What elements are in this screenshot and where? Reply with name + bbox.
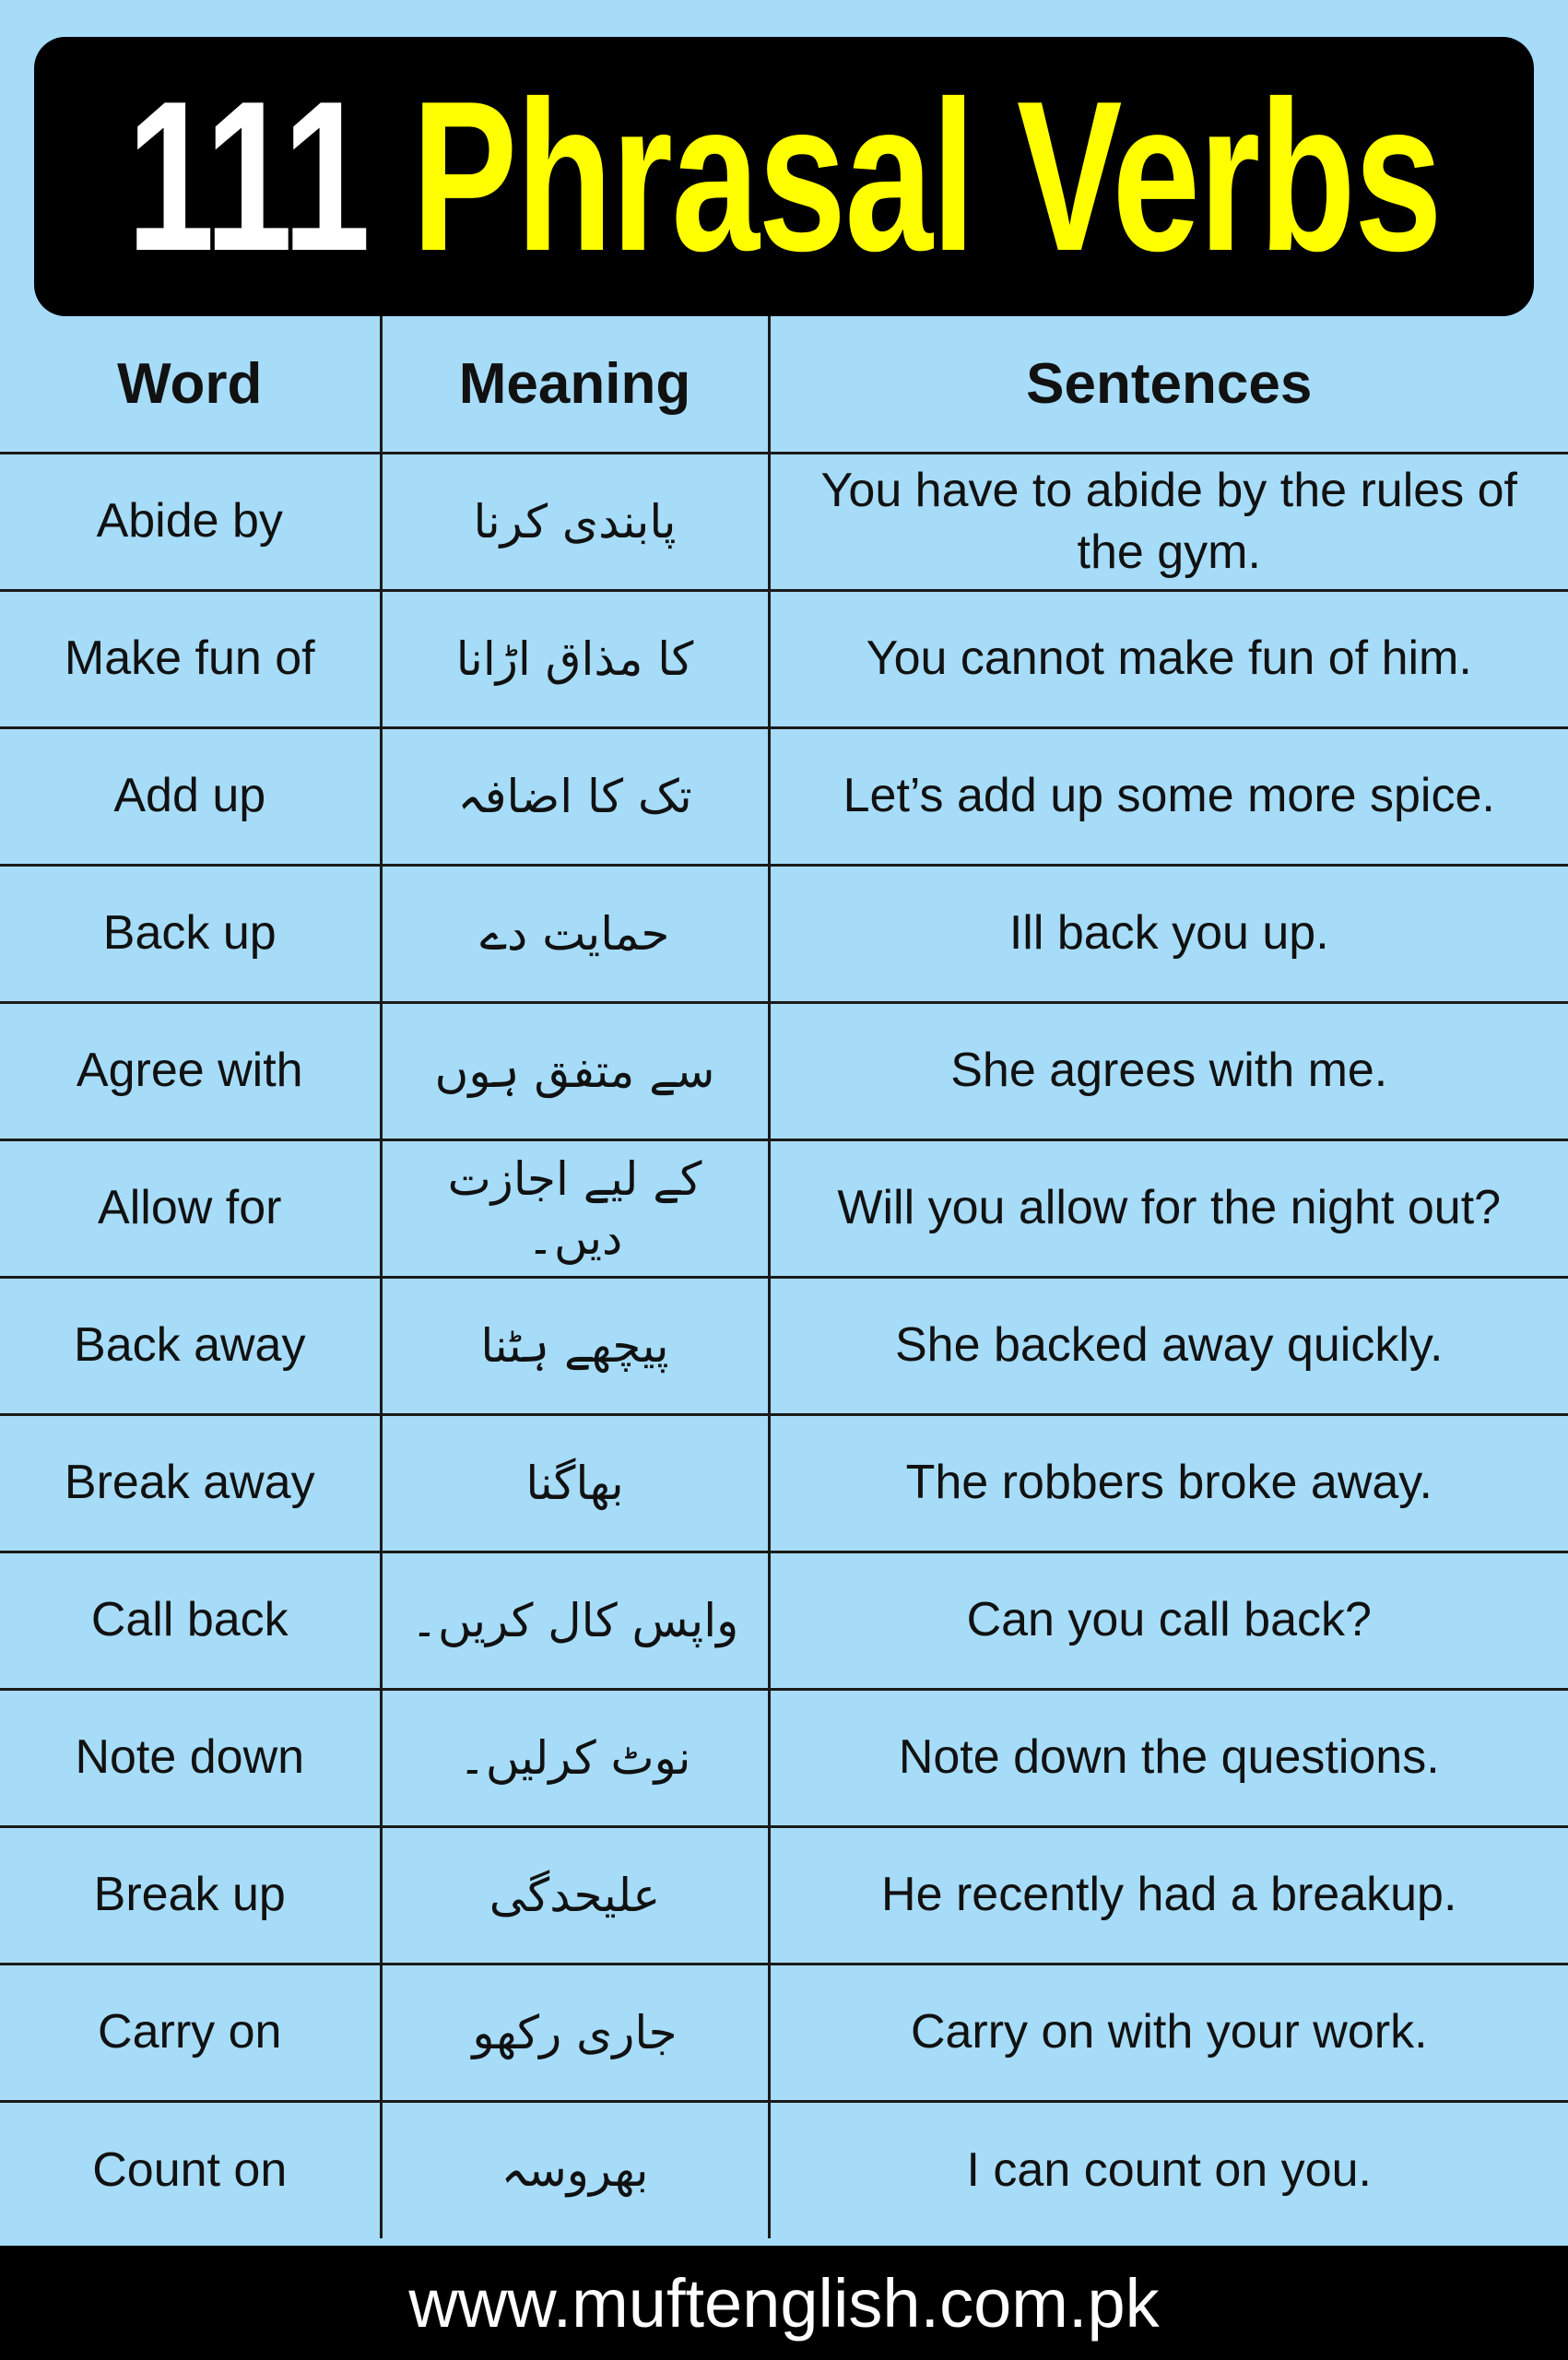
header-meaning: Meaning (381, 316, 769, 453)
meaning-cell: جاری رکھو (381, 1964, 769, 2101)
word-cell: Count on (0, 2101, 381, 2238)
title-banner (34, 37, 1534, 316)
table-row (0, 1689, 1568, 1826)
word-cell: Back away (0, 1277, 381, 1414)
sentence-cell: I can count on you. (769, 2101, 1568, 2238)
meaning-cell: کا مذاق اڑانا (381, 590, 769, 727)
table-row (0, 453, 1568, 590)
website-url: www.muftenglish.com.pk (408, 2264, 1160, 2342)
page-title (126, 56, 1442, 296)
footer-bar (0, 2246, 1568, 2360)
table-row (0, 1002, 1568, 1139)
table-header-row (0, 316, 1568, 453)
sentence-cell: You have to abide by the rules of the gym. (769, 453, 1568, 590)
word-cell: Allow for (0, 1139, 381, 1277)
title-main: Phrasal Verbs (411, 56, 1442, 296)
meaning-cell: پابندی کرنا (381, 453, 769, 590)
word-cell: Note down (0, 1689, 381, 1826)
sentence-cell: Let’s add up some more spice. (769, 727, 1568, 865)
title-number: 111 (126, 56, 370, 296)
word-cell: Call back (0, 1552, 381, 1689)
meaning-cell: تک کا اضافہ (381, 727, 769, 865)
sentence-cell: Can you call back? (769, 1552, 1568, 1689)
header-sentences: Sentences (769, 316, 1568, 453)
table-row (0, 1552, 1568, 1689)
meaning-cell: پیچھے ہٹنا (381, 1277, 769, 1414)
word-cell: Agree with (0, 1002, 381, 1139)
word-cell: Carry on (0, 1964, 381, 2101)
sentence-cell: He recently had a breakup. (769, 1826, 1568, 1964)
table-row (0, 1139, 1568, 1277)
phrasal-verbs-table (0, 316, 1568, 2238)
sentence-cell: Carry on with your work. (769, 1964, 1568, 2101)
meaning-cell: بھاگنا (381, 1414, 769, 1552)
sentence-cell: Note down the questions. (769, 1689, 1568, 1826)
word-cell: Make fun of (0, 590, 381, 727)
word-cell: Add up (0, 727, 381, 865)
sentence-cell: She backed away quickly. (769, 1277, 1568, 1414)
sentence-cell: Will you allow for the night out? (769, 1139, 1568, 1277)
meaning-cell: سے متفق ہوں (381, 1002, 769, 1139)
header-word: Word (0, 316, 381, 453)
meaning-cell: بھروسہ (381, 2101, 769, 2238)
sentence-cell: Ill back you up. (769, 865, 1568, 1002)
table-row (0, 1964, 1568, 2101)
table-row (0, 1414, 1568, 1552)
table-row (0, 865, 1568, 1002)
table-row (0, 590, 1568, 727)
meaning-cell: حمایت دے (381, 865, 769, 1002)
sentence-cell: You cannot make fun of him. (769, 590, 1568, 727)
meaning-cell: نوٹ کرلیں۔ (381, 1689, 769, 1826)
sentence-cell: The robbers broke away. (769, 1414, 1568, 1552)
word-cell: Break away (0, 1414, 381, 1552)
word-cell: Break up (0, 1826, 381, 1964)
meaning-cell: واپس کال کریں۔ (381, 1552, 769, 1689)
table-row (0, 1277, 1568, 1414)
meaning-cell: کے لیے اجازت دیں۔ (381, 1139, 769, 1277)
word-cell: Back up (0, 865, 381, 1002)
sentence-cell: She agrees with me. (769, 1002, 1568, 1139)
table-row (0, 2101, 1568, 2238)
word-cell: Abide by (0, 453, 381, 590)
meaning-cell: علیحدگی (381, 1826, 769, 1964)
table-row (0, 1826, 1568, 1964)
table-row (0, 727, 1568, 865)
